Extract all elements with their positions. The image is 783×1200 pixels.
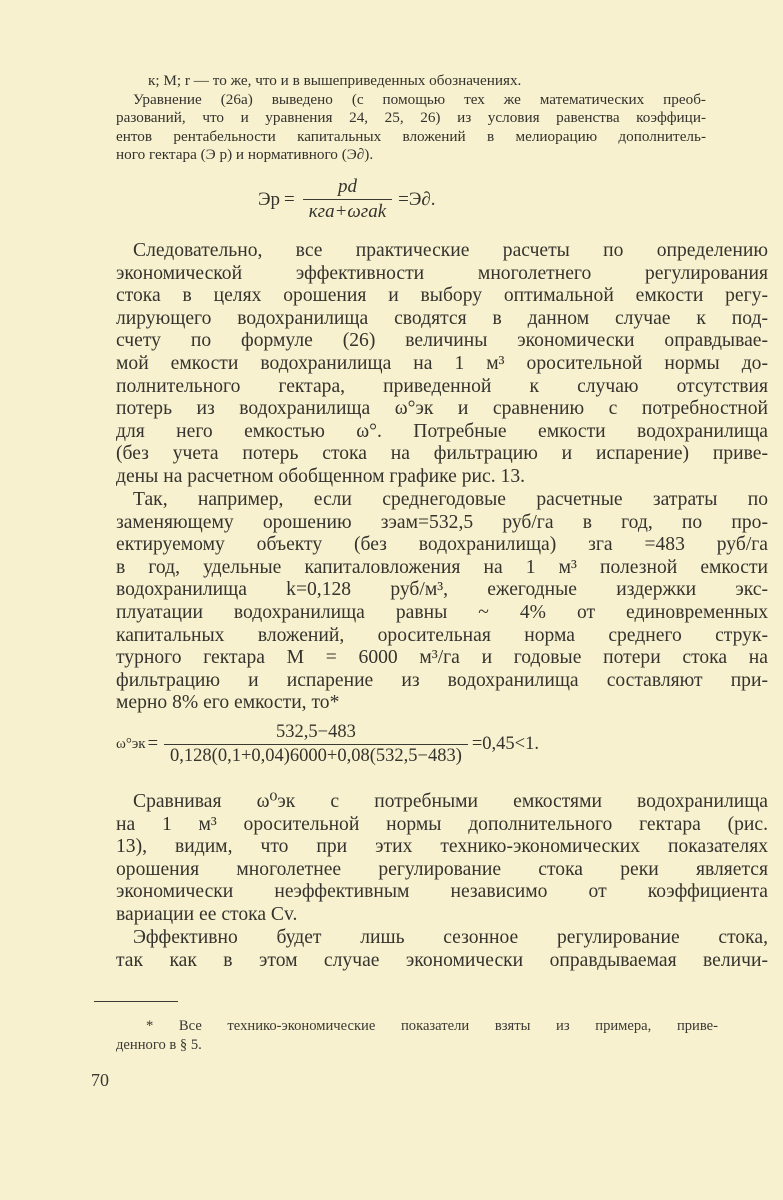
intro-line: Уравнение (26а) выведено (с помощью тех же математических преоб-: [133, 90, 706, 108]
text-line: на 1 м³ оросительной нормы дополнительного гектара (рис.: [116, 813, 768, 835]
equals-sign: =: [147, 734, 159, 754]
text-line: полнительного гектара, приведенной к случаю отсутствия: [116, 375, 768, 397]
text-line: вариации ее стока Cv.: [116, 903, 298, 925]
equals-sign: =: [398, 188, 409, 210]
numerator: 532,5−483: [276, 722, 356, 742]
text-line: турного гектара М = 6000 м³/га и годовые потери стока на: [116, 647, 768, 669]
text-line: (без учета потерь стока на фильтрацию и испарение) приве-: [116, 443, 768, 465]
paragraph-2: [116, 489, 768, 715]
numerator: pd: [337, 176, 357, 197]
text-line: мерно 8% его емкости, то*: [116, 692, 340, 714]
text-line: плуатации водохранилища равны ~ 4% от единовременных: [116, 601, 768, 623]
text-line: ектируемому объекту (без водохранилища) зга =483 руб/га: [116, 534, 768, 556]
text-line: Следовательно, все практические расчеты по определению: [133, 240, 768, 261]
formula-rhs: =0,45<1.: [471, 734, 539, 754]
text-line: заменяющему орошению зэам=532,5 руб/га в год, по про-: [116, 511, 768, 533]
text-line: капитальных вложений, оросительная норма среднего струк-: [116, 624, 768, 646]
denominator: кгa+ωгak: [303, 199, 392, 223]
fraction: [164, 722, 468, 767]
text-line: потерь из водохранилища ω°эк и сравнению с потребностной: [116, 398, 768, 420]
text-line: в год, удельные капиталовложения на 1 м³ полезной емкости: [116, 556, 768, 578]
text-line: лирующего водохранилища сводятся в данном случае к под-: [116, 307, 768, 329]
text-line: 13), видим, что при этих технико-экономических показателях: [116, 836, 768, 858]
denominator: 0,128(0,1+0,04)6000+0,08(532,5−483): [164, 744, 468, 767]
intro-block: [116, 72, 706, 165]
intro-line: разований, что и уравнения 24, 25, 26) из условия равенства коэффици-: [116, 109, 706, 126]
fraction: [303, 176, 392, 223]
formula-lhs: ω°эк: [116, 736, 146, 752]
text-line: Так, например, если среднегодовые расчетные затраты по: [133, 489, 768, 510]
text-line: Сравнивая ω⁰эк с потребными емкостями водохранилища: [133, 791, 768, 812]
text-line: так как в этом случае экономически оправдываемая величи-: [116, 949, 768, 971]
paragraph-4: [116, 927, 768, 972]
intro-line: ного гектара (Э р) и нормативного (Э∂).: [116, 146, 374, 163]
paragraph-3: [116, 791, 768, 927]
text-line: счету по формуле (26) величины экономически оправдывае-: [116, 330, 768, 352]
footnote-divider: [94, 1001, 178, 1002]
paragraph-1: [116, 240, 768, 489]
footnote: [116, 1017, 718, 1055]
text-line: экономической эффективности многолетнего регулирования: [116, 262, 768, 284]
equals-sign: =: [284, 188, 295, 210]
intro-line: ентов рентабельности капитальных вложений в мелиорацию дополнитель-: [116, 127, 706, 145]
text-line: стока в целях орошения и выбору оптимальной емкости регу-: [116, 285, 768, 307]
page-number: 70: [91, 1070, 109, 1090]
formula-economic-capacity: [116, 722, 539, 767]
text-line: для него емкостью ω°. Потребные емкости водохранилища: [116, 420, 768, 442]
text-line: фильтрацию и испарение из водохранилища составляют при-: [116, 669, 768, 691]
formula-profitability: [258, 176, 436, 223]
text-line: дены на расчетном обобщенном графике рис. 13.: [116, 465, 526, 487]
text-line: мой емкости водохранилища на 1 м³ оросительной нормы до-: [116, 352, 768, 374]
text-line: Эффективно будет лишь сезонное регулирование стока,: [133, 927, 768, 948]
text-line: водохранилища k=0,128 руб/м³, ежегодные издержки экс-: [116, 579, 768, 601]
intro-line: к; М; r — то же, что и в вышеприведенных обозначениях.: [148, 72, 522, 89]
formula-rhs: Э∂.: [408, 188, 436, 210]
text-line: орошения многолетнее регулирование стока реки является: [116, 858, 768, 880]
footnote-line: * Все технико-экономические показатели взяты из примера, приве-: [146, 1018, 718, 1034]
text-line: экономически неэффективным независимо от коэффициента: [116, 881, 768, 903]
formula-lhs: Эp: [258, 188, 281, 210]
footnote-line: денного в § 5.: [116, 1037, 202, 1053]
